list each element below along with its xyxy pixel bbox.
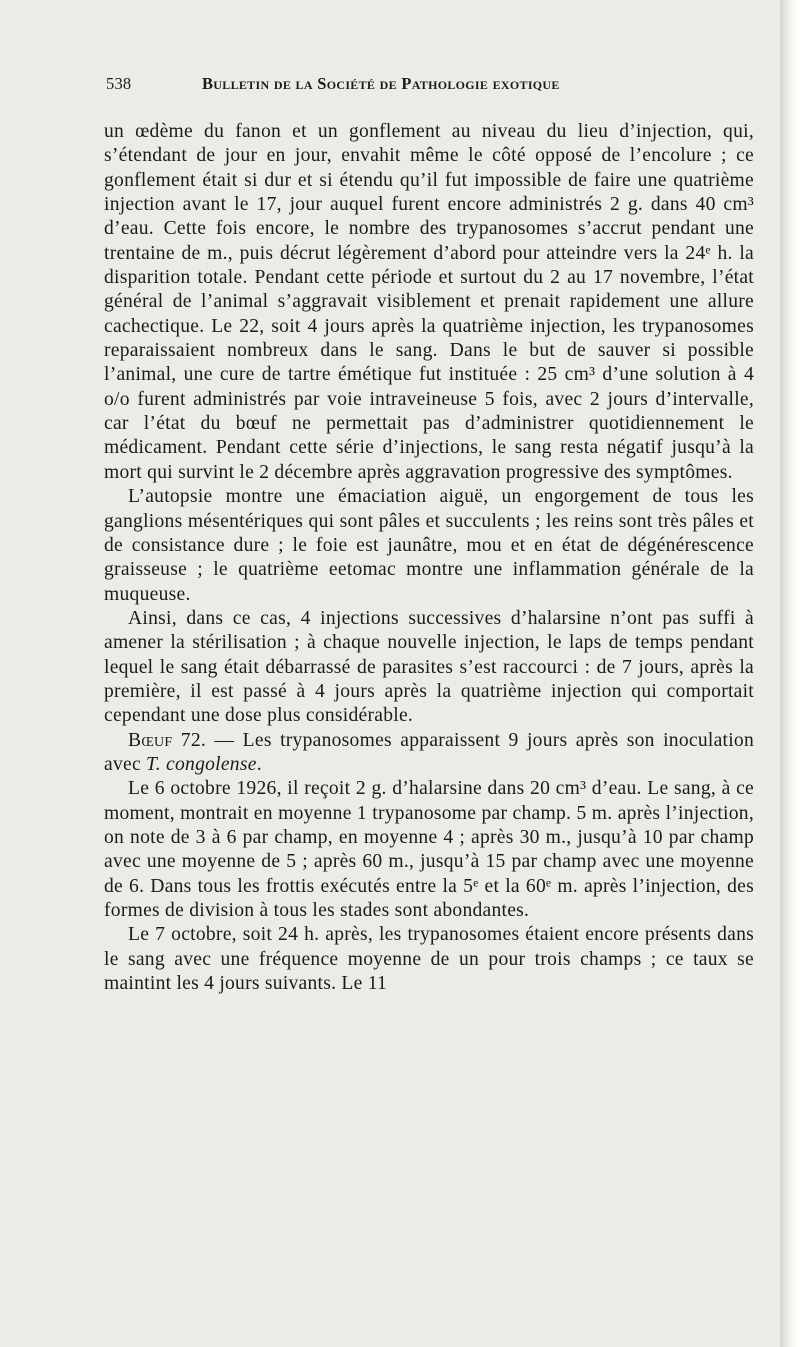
- case-text: 72. — Les trypanosomes apparaissent 9 jours après son inoculation avec: [104, 729, 754, 775]
- case-lead: Bœuf: [128, 729, 173, 751]
- body-text: [104, 120, 754, 996]
- running-title: Bulletin de la Société de Pathologie exotique: [202, 74, 560, 93]
- paragraph-6: Le 7 octobre, soit 24 h. après, les trypanosomes étaient encore présents dans le sang avec une fréquence moyenne de un pour trois champs ; ce taux se maintint les 4 jours suivants. Le 11: [104, 924, 754, 995]
- paragraph-3: Ainsi, dans ce cas, 4 injections successives d’halarsine n’ont pas suffi à amener la stérilisation ; à chaque nouvelle injection, le laps de temps pendant lequel le sang était débarrassé de parasites s’est raccourci : de 7 jours, après la première, il est passé à 4 jours après la quatrième injection qui comportait cependant une dose plus considérable.: [104, 607, 754, 727]
- species-name: T. congolense: [146, 753, 257, 775]
- page-edge: [780, 0, 800, 1347]
- paragraph-2: L’autopsie montre une émaciation aiguë, un engorgement de tous les ganglions mésentériques qui sont pâles et succulents ; les reins sont très pâles et de consistance dure ; le foie est jaunâtre, mou et en état de dégénérescence graisseuse ; le quatrième eetomac montre une inflammation générale de la muqueuse.: [104, 486, 754, 605]
- paragraph-5: Le 6 octobre 1926, il reçoit 2 g. d’halarsine dans 20 cm³ d’eau. Le sang, à ce moment, montrait en moyenne 1 trypanosome par champ. 5 m. après l’injection, on note de 3 à 6 par champ, en moyenne 4 ; après 30 m., jusqu’à 10 par champ avec une moyenne de 5 ; après 60 m., jusqu’à 15 par champ avec une moyenne de 6. Dans tous les frottis exécutés entre la 5ᵉ et la 60ᵉ m. après l’injection, des formes de division à tous les stades sont abondantes.: [104, 778, 754, 921]
- page-number: 538: [106, 74, 132, 93]
- paragraph-1: un œdème du fanon et un gonflement au niveau du lieu d’injection, qui, s’étendant de jour en jour, envahit même le côté opposé de l’encolure ; ce gonflement était si dur et si étendu qu’il fut impossible de faire une quatrième injection avant le 17, jour auquel furent encore administrés 2 g. dans 40 cm³ d’eau. Cette fois encore, le nombre des trypanosomes s’accrut pendant une trentaine de m., puis décrut légèrement d’abord pour atteindre vers la 24ᵉ h. la disparition totale. Pendant cette période et surtout du 2 au 17 novembre, l’état général de l’animal s’aggravait visiblement et prenait rapidement une allure cachectique. Le 22, soit 4 jours après la quatrième injection, les trypanosomes reparaissaient nombreux dans le sang. Dans le but de sauver si possible l’animal, une cure de tartre émétique fut instituée : 25 cm³ d’une solution à 4 o/o furent administrés par voie intraveineuse 5 fois, avec 2 jours d’intervalle, car l’état du bœuf ne permettait pas d’administrer quotidiennement le médicament. Pendant cette série d’injections, le sang resta négatif jusqu’à la mort qui survint le 2 décembre après aggravation progressive des symptômes.: [104, 121, 754, 483]
- paragraph-4: [104, 729, 754, 778]
- case-tail: .: [256, 753, 262, 775]
- page-header: [106, 74, 654, 100]
